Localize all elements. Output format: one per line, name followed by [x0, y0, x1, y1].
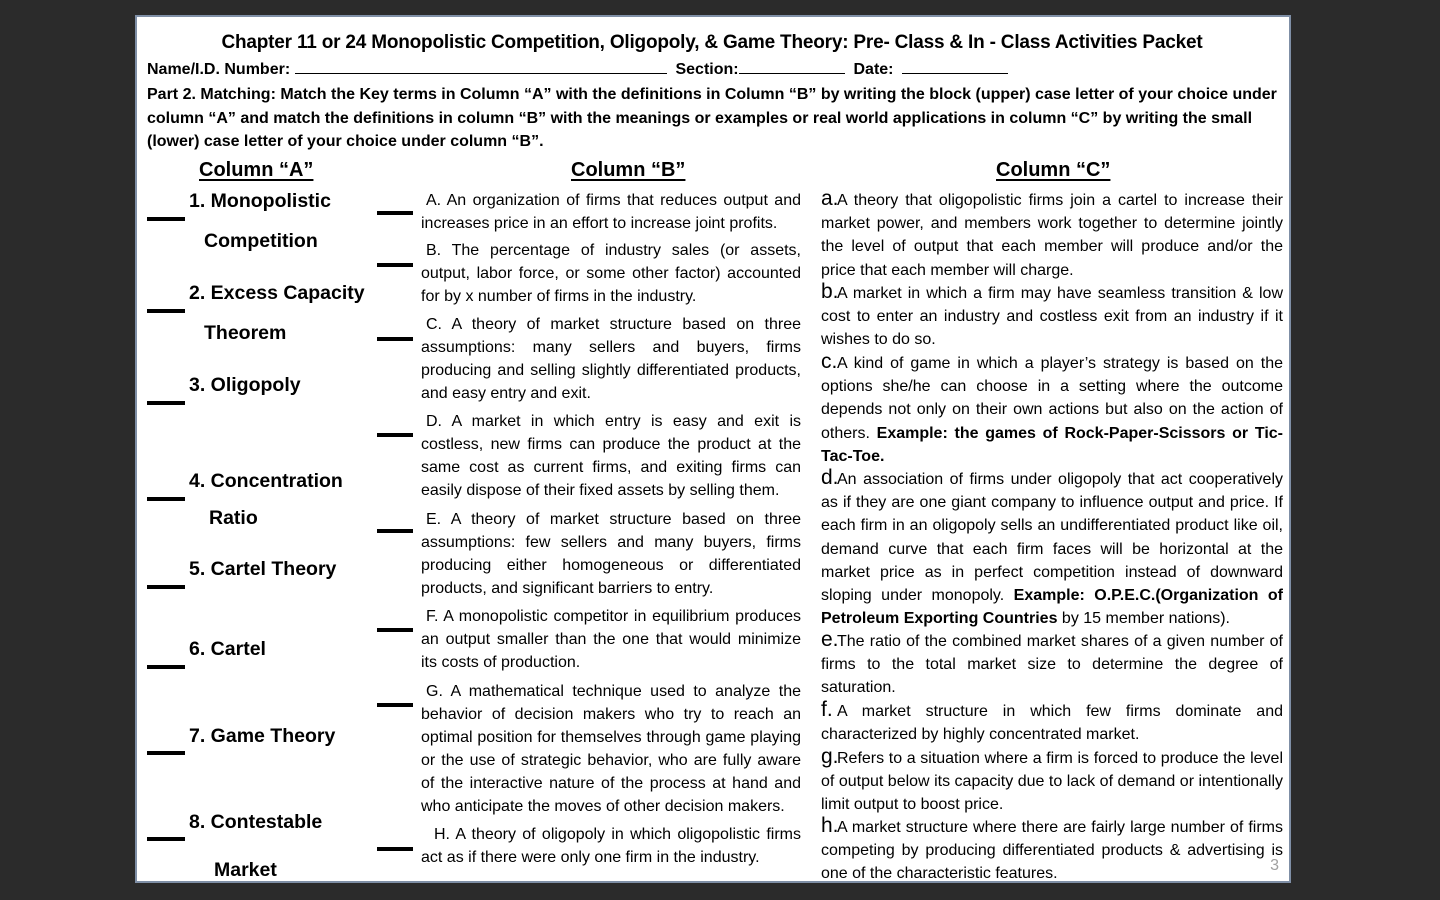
- meaning-c-g-text: Refers to a situation where a firm is forced to produce the level of output below its capacity due to lack of demand or intentionally limit output to boost price.: [821, 750, 1283, 814]
- meaning-c-h-text: A market structure where there are fairly large number of firms competing by producing differentiated products & advertising is one of the characteristic features.: [821, 819, 1283, 883]
- term-6: [189, 638, 266, 660]
- section-blank[interactable]: [739, 61, 845, 74]
- term-2-line1: 2. Excess Capacity: [189, 282, 365, 304]
- meaning-c-a-letter: a.: [821, 187, 839, 210]
- meaning-c-d-tail: by 15 member nations).: [1057, 610, 1230, 628]
- answer-blank-a1[interactable]: [147, 217, 185, 221]
- term-7: [189, 725, 335, 747]
- answer-blank-b-a[interactable]: [377, 211, 413, 215]
- term-8-line1: 8. Contestable: [189, 811, 323, 833]
- definition-b-h-text: H. A theory of oligopoly in which oligopolistic firms act as if there were only one firm in the industry.: [421, 826, 801, 866]
- meaning-c-e-letter: e.: [821, 628, 839, 651]
- page-title: Chapter 11 or 24 Monopolistic Competition, Oligopoly, & Game Theory: Pre- Class & In - Class Activities Packet: [221, 32, 1203, 53]
- section-label: Section:: [675, 61, 739, 78]
- definition-b-c-text: C. A theory of market structure based on three assumptions: many sellers and buyers, firms producing and selling slightly differentiated products, and easy entry and exit.: [421, 316, 801, 402]
- term-7-line1: 7. Game Theory: [189, 725, 336, 747]
- meaning-c-c-letter: c.: [821, 350, 838, 373]
- term-6-line1: 6. Cartel: [189, 638, 266, 660]
- answer-blank-a2[interactable]: [147, 309, 185, 313]
- answer-blank-b-f[interactable]: [377, 628, 413, 632]
- term-4: [189, 470, 343, 529]
- answer-blank-a3[interactable]: [147, 401, 185, 405]
- answer-blank-b-b[interactable]: [377, 263, 413, 267]
- definition-b-h: [421, 823, 801, 869]
- meaning-c-b-text: A market in which a firm may have seamless transition & low cost to enter an industry and costless exit from an industry if it wishes to do so.: [821, 285, 1283, 349]
- definition-b-g-text: G. A mathematical technique used to analyze the behavior of decision makers who try to reach an optimal position for themselves through game playing or the use of strategic behavior, who are fully aware of the interactive nature of the process at hand and who anticipate the moves of other decision makers.: [421, 683, 801, 815]
- term-3: [189, 374, 301, 396]
- definition-b-a-text: A. An organization of firms that reduces output and increases price in an effort to increase joint profits.: [421, 192, 801, 232]
- date-blank[interactable]: [902, 61, 1008, 74]
- definition-b-b-text: B. The percentage of industry sales (or assets, output, labor force, or some other factor) accounted for by x number of firms in the industry.: [421, 242, 801, 305]
- meaning-c-b: [821, 280, 1283, 352]
- definition-b-d-text: D. A market in which entry is easy and exit is costless, new firms can produce the product at the same cost as current firms, and exiting firms can easily dispose of their fixed assets by selling them.: [421, 413, 801, 499]
- term-4-line1: 4. Concentration: [189, 470, 343, 492]
- meaning-c-f-letter: f.: [821, 698, 833, 721]
- answer-blank-b-d[interactable]: [377, 433, 413, 437]
- worksheet-page: [135, 15, 1291, 883]
- instructions: Part 2. Matching: Match the Key terms in Column “A” with the definitions in Column “B” by writing the block (upper) case letter of your choice under column “A” and match the definitions in column “B” with the meanings or examples or real world applications in column “C” by writing the small (lower) case letter of your choice under column “B”.: [147, 86, 1277, 150]
- answer-blank-a5[interactable]: [147, 585, 185, 589]
- answer-blank-b-e[interactable]: [377, 529, 413, 533]
- meaning-c-b-letter: b.: [821, 280, 839, 303]
- definition-b-f-text: F. A monopolistic competitor in equilibrium produces an output smaller than the one that would minimize its costs of production.: [421, 608, 801, 671]
- meaning-c-d-text: An association of firms under oligopoly that act cooperatively as if they are one giant company to influence output and price. If each firm in an oligopoly sells an undifferentiated product like oil, demand curve that each firm faces will be horizontal at the market price as in perfect competition instead of downward sloping under monopoly.: [821, 471, 1283, 605]
- answer-blank-b-g[interactable]: [377, 703, 413, 707]
- meaning-c-d-letter: d.: [821, 466, 839, 489]
- term-5-line1: 5. Cartel Theory: [189, 558, 337, 580]
- meaning-c-d: [821, 466, 1283, 630]
- term-1-line1: 1. Monopolistic: [189, 190, 331, 212]
- answer-blank-a4[interactable]: [147, 497, 185, 501]
- term-4-line2: Ratio: [209, 507, 258, 529]
- definition-b-g: [421, 680, 801, 818]
- meaning-c-c-example: Example: the games of Rock-Paper-Scissors or Tic-Tac-Toe.: [821, 424, 1284, 465]
- meaning-c-c-text: A kind of game in which a player’s strategy is based on the options she/he can choose in a setting where the outcome depends not only on their own actions but also on the action of others.: [821, 355, 1283, 442]
- column-b-header: Column “B”: [571, 159, 686, 181]
- definition-b-c: [421, 313, 801, 405]
- definition-b-f: [421, 605, 801, 674]
- name-label: Name/I.D. Number:: [147, 61, 291, 78]
- page-number: 3: [1270, 857, 1279, 874]
- answer-blank-a8[interactable]: [147, 837, 185, 841]
- column-c-header: Column “C”: [996, 159, 1111, 181]
- meaning-c-f-text: A market structure in which few firms dominate and characterized by highly concentrated market.: [821, 703, 1283, 744]
- term-1-line2: Competition: [204, 230, 318, 252]
- definition-b-d: [421, 410, 801, 502]
- term-8-line2: Market: [214, 859, 277, 881]
- answer-blank-b-h[interactable]: [377, 847, 413, 851]
- student-info-line: [147, 61, 1008, 79]
- date-label: Date:: [853, 61, 894, 78]
- meaning-c-g-letter: g.: [821, 745, 839, 768]
- answer-blank-a6[interactable]: [147, 665, 185, 669]
- term-2: [189, 282, 365, 344]
- meaning-c-d-example: Example: O.P.E.C.(Organization of Petroleum Exporting Countries: [821, 587, 1283, 628]
- definition-b-e: [421, 508, 801, 600]
- definition-b-b: [421, 239, 801, 308]
- meaning-c-e-text: The ratio of the combined market shares of a given number of firms to the total market size to determine the degree of saturation.: [821, 633, 1283, 697]
- meaning-c-e: [821, 628, 1283, 700]
- meaning-c-a: [821, 187, 1283, 282]
- meaning-c-h-letter: h.: [821, 814, 839, 837]
- name-blank[interactable]: [295, 61, 667, 74]
- definition-b-a: [421, 189, 801, 235]
- term-1: [189, 190, 331, 252]
- term-5: [189, 558, 336, 580]
- meaning-c-c: [821, 350, 1283, 468]
- meaning-c-h: [821, 814, 1283, 886]
- meaning-c-a-text: A theory that oligopolistic firms join a cartel to increase their market power, and members work together to determine jointly the level of output that each member will produce and/or the price that each member will charge.: [821, 192, 1283, 279]
- answer-blank-a7[interactable]: [147, 751, 185, 755]
- meaning-c-g: [821, 745, 1283, 817]
- term-3-line1: 3. Oligopoly: [189, 374, 301, 396]
- definition-b-e-text: E. A theory of market structure based on three assumptions: few sellers and many buyers, firms producing either homogeneous or differentiated products, and significant barriers to entry.: [421, 511, 801, 597]
- term-8: [189, 811, 322, 881]
- term-2-line2: Theorem: [204, 322, 287, 344]
- meaning-c-f: [821, 698, 1283, 746]
- answer-blank-b-c[interactable]: [377, 337, 413, 341]
- column-a-header: Column “A”: [199, 159, 314, 181]
